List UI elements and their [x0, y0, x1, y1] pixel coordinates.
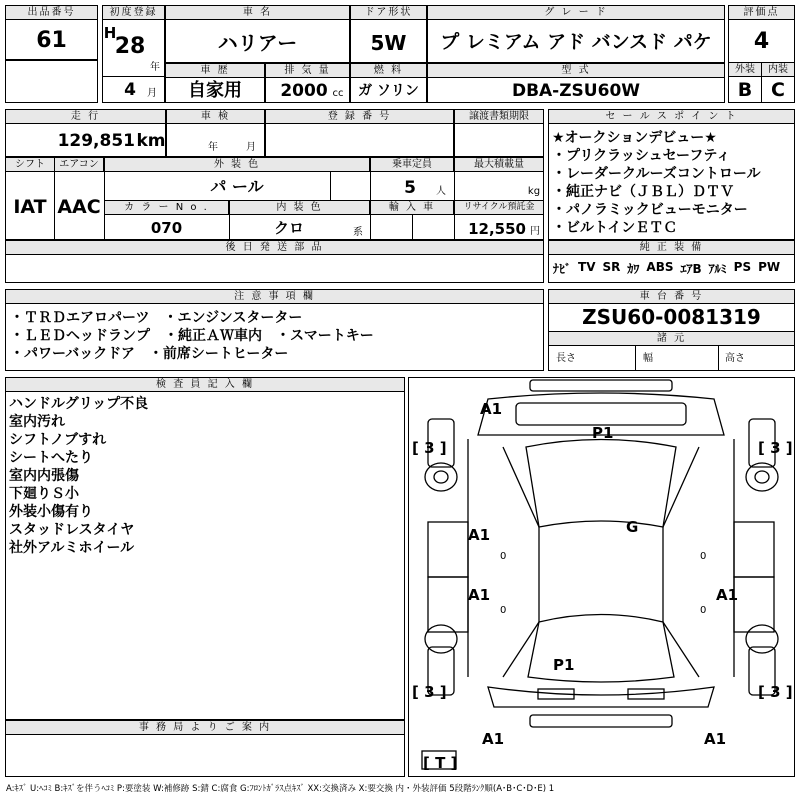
first-reg-month-unit: 月: [147, 88, 157, 99]
mark-left-front-door: A1: [468, 526, 491, 544]
recycle-unit: 円: [530, 226, 540, 237]
equipment-item: ﾅﾋﾞ: [553, 262, 572, 276]
inspector-line: 社外アルミホイール: [9, 540, 135, 556]
inspection-label: 車 検: [166, 109, 265, 124]
equipment-item: ｴｱB: [680, 262, 702, 276]
sales-points-list: [552, 129, 792, 237]
interior-color-unit: 系: [353, 227, 363, 238]
equipment-label: 純 正 装 備: [548, 240, 795, 255]
capacity-label: 乗車定員: [370, 157, 454, 172]
score-label: 評価点: [728, 5, 795, 20]
fuel-value: ガ ソリン: [358, 83, 419, 99]
mark-rear-left: A1: [482, 730, 505, 748]
color-no-value: 070: [150, 218, 183, 237]
lot-label: 出品番号: [5, 5, 98, 20]
capacity-value: 5: [404, 177, 416, 198]
fuel-label: 燃 料: [350, 63, 427, 78]
score-int-value: C: [771, 78, 785, 101]
tire-fr: [ 3 ]: [758, 439, 793, 457]
mark-left-rear-door: A1: [468, 586, 491, 604]
notes-label: 注 意 事 項 欄: [5, 289, 544, 304]
zero-mark: 0: [700, 605, 707, 616]
score-ext-label: 外装: [728, 62, 762, 77]
tire-rl: [ 3 ]: [412, 683, 447, 701]
equipment-item: PS: [733, 260, 752, 274]
max-load-unit: kg: [527, 186, 541, 197]
grade-value: プ レミアム アド バンスド パケ: [440, 31, 712, 53]
inspector-line: 外装小傷有り: [9, 504, 93, 520]
zero-mark: 0: [700, 551, 707, 562]
equipment-item: ABS: [646, 260, 674, 274]
recycle-label: リサイクル預託金: [454, 200, 544, 215]
dim-length: 長さ: [556, 353, 576, 364]
score-ext-value: B: [737, 78, 753, 101]
note-line: ・パワーバックドア ・前席シートヒーター: [10, 346, 289, 362]
mark-roof: P1: [592, 424, 614, 442]
history-label: 車 歴: [165, 63, 265, 78]
inspector-line: シートへたり: [9, 450, 93, 466]
zero-mark: 0: [500, 605, 507, 616]
zero-mark: 0: [500, 551, 507, 562]
door-label: ドア形状: [350, 5, 427, 20]
mileage-value: 129,851: [57, 130, 135, 151]
office-label: 事 務 局 よ り ご 案 内: [5, 720, 405, 735]
sales-point: ・純正ナビ（ＪＢＬ）ＤＴＶ: [552, 184, 734, 200]
mark-back: P1: [553, 656, 575, 674]
notes-list: [10, 309, 540, 363]
first-reg-era: H: [103, 23, 117, 42]
first-reg-year-unit: 年: [150, 62, 160, 73]
inspection-year-unit: 年: [208, 142, 218, 153]
tire-rr: [ 3 ]: [758, 683, 793, 701]
first-reg-label: 初度登録: [102, 5, 165, 20]
exterior-color-value: パ ール: [210, 177, 264, 196]
inspector-line: ハンドルグリップ不良: [9, 396, 149, 412]
sales-point: ・プリクラッシュセーフティ: [552, 148, 731, 164]
inspection-month-unit: 月: [246, 142, 256, 153]
inspector-line: シフトノブすれ: [9, 432, 107, 448]
mark-glass: G: [626, 518, 639, 536]
lot-number: 61: [36, 28, 67, 53]
displacement-unit: cc: [332, 88, 344, 99]
mileage-unit: km: [136, 130, 166, 151]
interior-color-value: クロ: [273, 218, 304, 237]
mileage-label: 走 行: [5, 109, 166, 124]
score-value: 4: [753, 29, 770, 54]
equipment-item: SR: [602, 260, 621, 274]
transfer-label: 譲渡書類期限: [454, 109, 544, 124]
chassis-number: ZSU60-0081319: [582, 305, 761, 329]
inspector-label: 検 査 員 記 入 欄: [5, 377, 405, 392]
legend: A:ｷｽﾞ U:ﾍｺﾐ B:ｷｽﾞを伴うﾍｺﾐ P:要塗装 W:補修跡 S:錆 C:腐食 G:ﾌﾛﾝﾄｶﾞﾗｽ点ｷｽﾞ XX:交換済み X:要交換 内・外装評価 5段階ﾗﾝｸ順(A･B･C･D･E) 1: [6, 784, 555, 794]
score-int-label: 内装: [761, 62, 795, 77]
recycle-value: 12,550: [468, 219, 526, 238]
equipment-item: ｱﾙﾐ: [708, 262, 727, 276]
sales-point: ・ビルトインＥＴＣ: [552, 220, 678, 236]
equipment-list: [553, 260, 793, 280]
car-name-label: 車 名: [165, 5, 350, 20]
note-line: ・ＬＥＤヘッドランプ ・純正ＡＷ車内 ・スマートキー: [10, 328, 374, 344]
inspector-notes: [9, 395, 399, 557]
mark-right-rear-door: A1: [716, 586, 739, 604]
mark-rear-right: A1: [704, 730, 727, 748]
model-label: 型 式: [427, 63, 725, 78]
aircon-value: AAC: [57, 195, 101, 218]
car-name: ハリアー: [217, 30, 298, 55]
note-line: ・ＴＲＤエアロパーツ ・エンジンスターター: [10, 310, 303, 326]
inspector-line: 室内内張傷: [9, 468, 79, 484]
dim-width: 幅: [643, 353, 653, 364]
model-value: DBA-ZSU60W: [511, 80, 641, 101]
mark-front-left: A1: [480, 400, 503, 418]
displacement-label: 排 気 量: [265, 63, 350, 78]
sales-point: ★オークションデビュー★: [552, 130, 717, 146]
tire-fl: [ 3 ]: [412, 439, 447, 457]
inspector-line: 室内汚れ: [9, 414, 65, 430]
grade-label: グ レ ー ド: [427, 5, 725, 20]
plate-label: 登 録 番 号: [265, 109, 454, 124]
dim-height: 高さ: [725, 353, 745, 364]
chassis-label: 車 台 番 号: [548, 289, 795, 304]
equipment-item: ｶﾜ: [627, 262, 640, 276]
door-type: 5W: [370, 30, 407, 55]
import-label: 輸 入 車: [370, 200, 454, 215]
inspector-line: 下廻りＳ小: [9, 486, 79, 502]
color-no-label: カ ラ ー N o .: [104, 200, 229, 215]
equipment-item: PW: [758, 260, 781, 274]
aircon-label: エアコン: [54, 157, 104, 172]
displacement-value: 2000: [280, 80, 328, 101]
max-load-label: 最大積載量: [454, 157, 544, 172]
inspector-line: スタッドレスタイヤ: [9, 522, 135, 538]
tire-spare: [ T ]: [423, 754, 458, 772]
capacity-unit: 人: [436, 186, 446, 197]
interior-color-label: 内 装 色: [229, 200, 370, 215]
first-reg-year: 28: [114, 34, 146, 59]
shift-label: シフト: [5, 157, 55, 172]
first-reg-month: 4: [124, 79, 136, 100]
history-value: 自家用: [188, 80, 242, 101]
sales-points-label: セ ー ル ス ポ イ ン ト: [548, 109, 795, 124]
sales-point: ・レーダークルーズコントロール: [552, 166, 761, 182]
later-parts-label: 後 日 発 送 部 品: [5, 240, 544, 255]
sales-point: ・パノラミックビューモニター: [552, 202, 748, 218]
equipment-item: TV: [578, 260, 596, 274]
shift-value: IAT: [13, 195, 47, 218]
dims-label: 諸 元: [548, 331, 795, 346]
lot-spacer: [5, 60, 98, 103]
exterior-color-label: 外 装 色: [104, 157, 370, 172]
